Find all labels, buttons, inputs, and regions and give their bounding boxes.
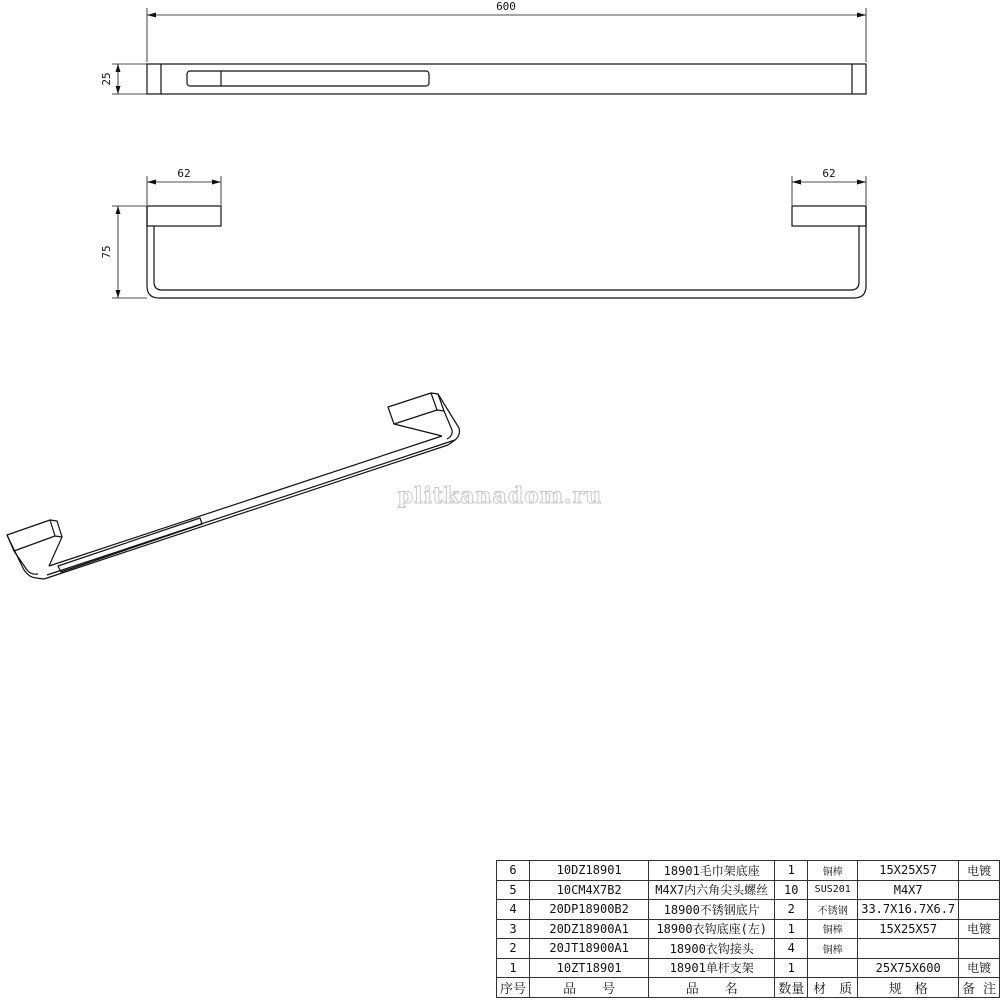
bom-row <box>497 880 1000 900</box>
bom-cell-material: 铜棒 <box>808 939 858 959</box>
bom-header-row <box>497 978 1000 998</box>
bom-row <box>497 919 1000 939</box>
bom-cell-spec: 25X75X600 <box>858 958 959 978</box>
dim-bar-height: 25 <box>100 72 113 86</box>
bom-cell-no: 序号 <box>497 978 530 998</box>
bom-cell-name: 18901毛巾架底座 <box>649 861 775 881</box>
bom-cell-name: 18900衣钩接头 <box>649 939 775 959</box>
bom-cell-material <box>808 958 858 978</box>
bom-cell-qty: 10 <box>775 880 808 900</box>
bom-cell-code: 10CM4X7B2 <box>530 880 649 900</box>
bom-row <box>497 939 1000 959</box>
bom-row <box>497 958 1000 978</box>
bom-cell-material: 材 质 <box>808 978 858 998</box>
bom-cell-spec: 15X25X57 <box>858 919 959 939</box>
bom-cell-qty: 1 <box>775 861 808 881</box>
bom-cell-material: 不锈钢 <box>808 900 858 920</box>
bom-cell-no: 2 <box>497 939 530 959</box>
bom-cell-note <box>959 939 1000 959</box>
bom-cell-note <box>959 880 1000 900</box>
bom-cell-no: 6 <box>497 861 530 881</box>
bom-cell-note: 电镀 <box>959 919 1000 939</box>
bom-cell-code: 20JT18900A1 <box>530 939 649 959</box>
bom-row <box>497 861 1000 881</box>
bom-cell-no: 3 <box>497 919 530 939</box>
bom-cell-note <box>959 900 1000 920</box>
bom-cell-note: 电镀 <box>959 958 1000 978</box>
dim-overall-length: 600 <box>496 0 516 13</box>
bom-cell-spec: 33.7X16.7X6.7 <box>858 900 959 920</box>
bom-cell-name: 18901单杆支架 <box>649 958 775 978</box>
bom-cell-qty: 4 <box>775 939 808 959</box>
bom-cell-code: 20DP18900B2 <box>530 900 649 920</box>
bom-cell-spec: 规 格 <box>858 978 959 998</box>
dim-projection: 75 <box>100 245 113 259</box>
bom-cell-code: 10ZT18901 <box>530 958 649 978</box>
bom-cell-spec <box>858 939 959 959</box>
bom-cell-no: 1 <box>497 958 530 978</box>
bom-cell-material: SUS201 <box>808 880 858 900</box>
bom-cell-no: 4 <box>497 900 530 920</box>
bom-cell-name: 18900衣钩底座(左) <box>649 919 775 939</box>
bom-cell-qty: 2 <box>775 900 808 920</box>
bom-cell-name: 18900不锈钢底片 <box>649 900 775 920</box>
bom-cell-spec: M4X7 <box>858 880 959 900</box>
isometric-view <box>7 393 460 579</box>
bom-cell-note: 电镀 <box>959 861 1000 881</box>
dim-right-return: 62 <box>822 167 836 180</box>
bill-of-materials <box>496 860 1000 998</box>
bom-row <box>497 900 1000 920</box>
watermark-text: plitkanadom.ru <box>397 483 603 509</box>
bom-cell-name: 品 名 <box>649 978 775 998</box>
top-view <box>112 8 866 94</box>
bom-cell-note: 备 注 <box>959 978 1000 998</box>
bom-cell-spec: 15X25X57 <box>858 861 959 881</box>
bom-cell-code: 20DZ18900A1 <box>530 919 649 939</box>
bom-cell-qty: 1 <box>775 919 808 939</box>
bom-cell-name: M4X7内六角尖头螺丝 <box>649 880 775 900</box>
bom-cell-material: 铜棒 <box>808 919 858 939</box>
bom-cell-qty: 数量 <box>775 978 808 998</box>
bom-cell-no: 5 <box>497 880 530 900</box>
bom-cell-qty: 1 <box>775 958 808 978</box>
bom-cell-code: 品 号 <box>530 978 649 998</box>
bom-cell-code: 10DZ18901 <box>530 861 649 881</box>
front-view <box>112 176 866 298</box>
bom-cell-material: 铜棒 <box>808 861 858 881</box>
dim-left-return: 62 <box>177 167 191 180</box>
